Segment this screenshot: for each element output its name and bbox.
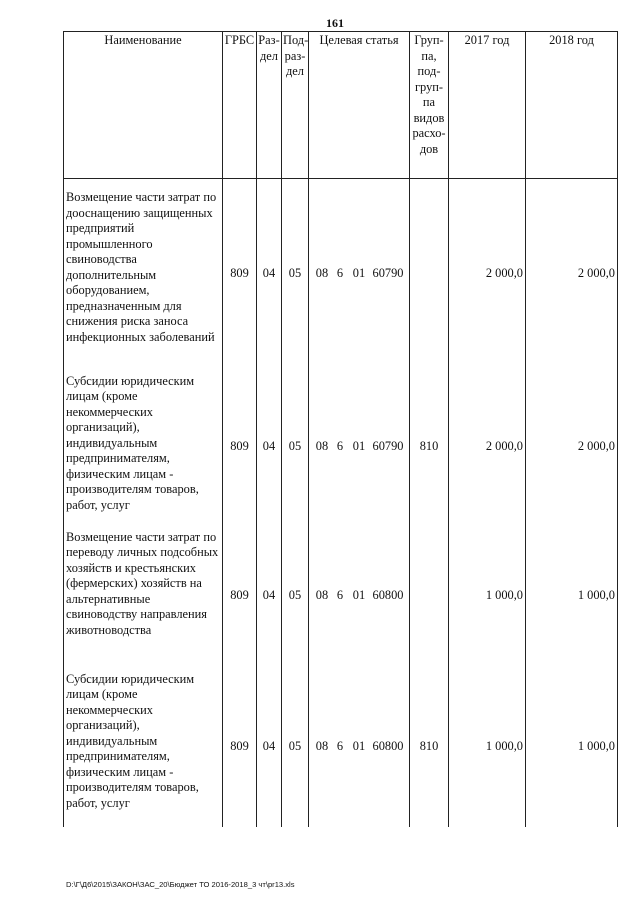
budget-table	[63, 31, 618, 827]
row-2017: 1 000,0	[449, 667, 526, 827]
target-part-2: 6	[336, 438, 344, 453]
row-podrazdel: 05	[282, 179, 309, 369]
row-razdel: 04	[257, 179, 282, 369]
target-part-1: 08	[315, 587, 329, 602]
target-part-3: 01	[352, 266, 366, 280]
row-group	[410, 179, 449, 369]
row-group: 810	[410, 667, 449, 827]
target-part-2: 6	[336, 266, 344, 280]
row-target	[309, 525, 410, 667]
header-target: Целевая статья	[309, 32, 410, 179]
target-part-1: 08	[315, 738, 329, 753]
header-grbs: ГРБС	[223, 32, 257, 179]
header-2017: 2017 год	[449, 32, 526, 179]
row-target	[309, 667, 410, 827]
row-name: Возмещение части затрат по дооснащению защищенных предприятий промышленного свиноводства дополнительным оборудованием, предназначенным для снижения риска заноса инфекционных заболеваний	[64, 179, 223, 369]
target-part-2: 6	[336, 587, 344, 602]
row-group	[410, 525, 449, 667]
row-razdel: 04	[257, 525, 282, 667]
row-2018: 1 000,0	[526, 525, 618, 667]
row-2017: 2 000,0	[449, 179, 526, 369]
row-razdel: 04	[257, 667, 282, 827]
row-name: Субсидии юридическим лицам (кроме некоммерческих организаций), индивидуальным предпринимателям, физическим лицам - производителям товаров, работ, услуг	[64, 667, 223, 827]
row-grbs: 809	[223, 525, 257, 667]
header-name: Наименование	[64, 32, 223, 179]
row-name: Возмещение части затрат по переводу личных подсобных хозяйств и крестьянских (фермерских) хозяйств на альтернативные свиноводству направления животноводства	[64, 525, 223, 667]
page-number: 161	[326, 16, 344, 30]
table-row	[64, 179, 618, 369]
target-part-1: 08	[315, 438, 329, 453]
row-podrazdel: 05	[282, 525, 309, 667]
target-part-3: 01	[352, 587, 366, 602]
table-row	[64, 667, 618, 827]
row-2018: 2 000,0	[526, 369, 618, 525]
row-grbs: 809	[223, 179, 257, 369]
row-name: Субсидии юридическим лицам (кроме некоммерческих организаций), индивидуальным предпринимателям, физическим лицам - производителям товаров, работ, услуг	[64, 369, 223, 525]
target-part-4: 60800	[372, 738, 404, 753]
row-2018: 1 000,0	[526, 667, 618, 827]
target-part-4: 60790	[372, 266, 404, 280]
row-2018: 2 000,0	[526, 179, 618, 369]
row-podrazdel: 05	[282, 369, 309, 525]
row-target	[309, 369, 410, 525]
target-part-2: 6	[336, 738, 344, 753]
footer-file-path: D:\Г\Д6\2015\ЗАКОН\ЗАС_20\Бюджет ТО 2016-2018_3 чт\pr13.xls	[66, 880, 295, 889]
row-grbs: 809	[223, 369, 257, 525]
table-row	[64, 369, 618, 525]
row-group: 810	[410, 369, 449, 525]
target-part-1: 08	[315, 266, 329, 280]
header-group: Груп- па, под- груп- па видов расхо- дов	[410, 32, 449, 179]
row-razdel: 04	[257, 369, 282, 525]
table-row	[64, 525, 618, 667]
header-2018: 2018 год	[526, 32, 618, 179]
table-header-row	[64, 32, 618, 179]
row-podrazdel: 05	[282, 667, 309, 827]
target-part-4: 60800	[372, 587, 404, 602]
row-2017: 1 000,0	[449, 525, 526, 667]
header-razdel: Раз- дел	[257, 32, 282, 179]
header-podrazdel: Под- раз- дел	[282, 32, 309, 179]
row-grbs: 809	[223, 667, 257, 827]
target-part-3: 01	[352, 738, 366, 753]
target-part-4: 60790	[372, 438, 404, 453]
row-2017: 2 000,0	[449, 369, 526, 525]
target-part-3: 01	[352, 438, 366, 453]
row-target	[309, 179, 410, 369]
